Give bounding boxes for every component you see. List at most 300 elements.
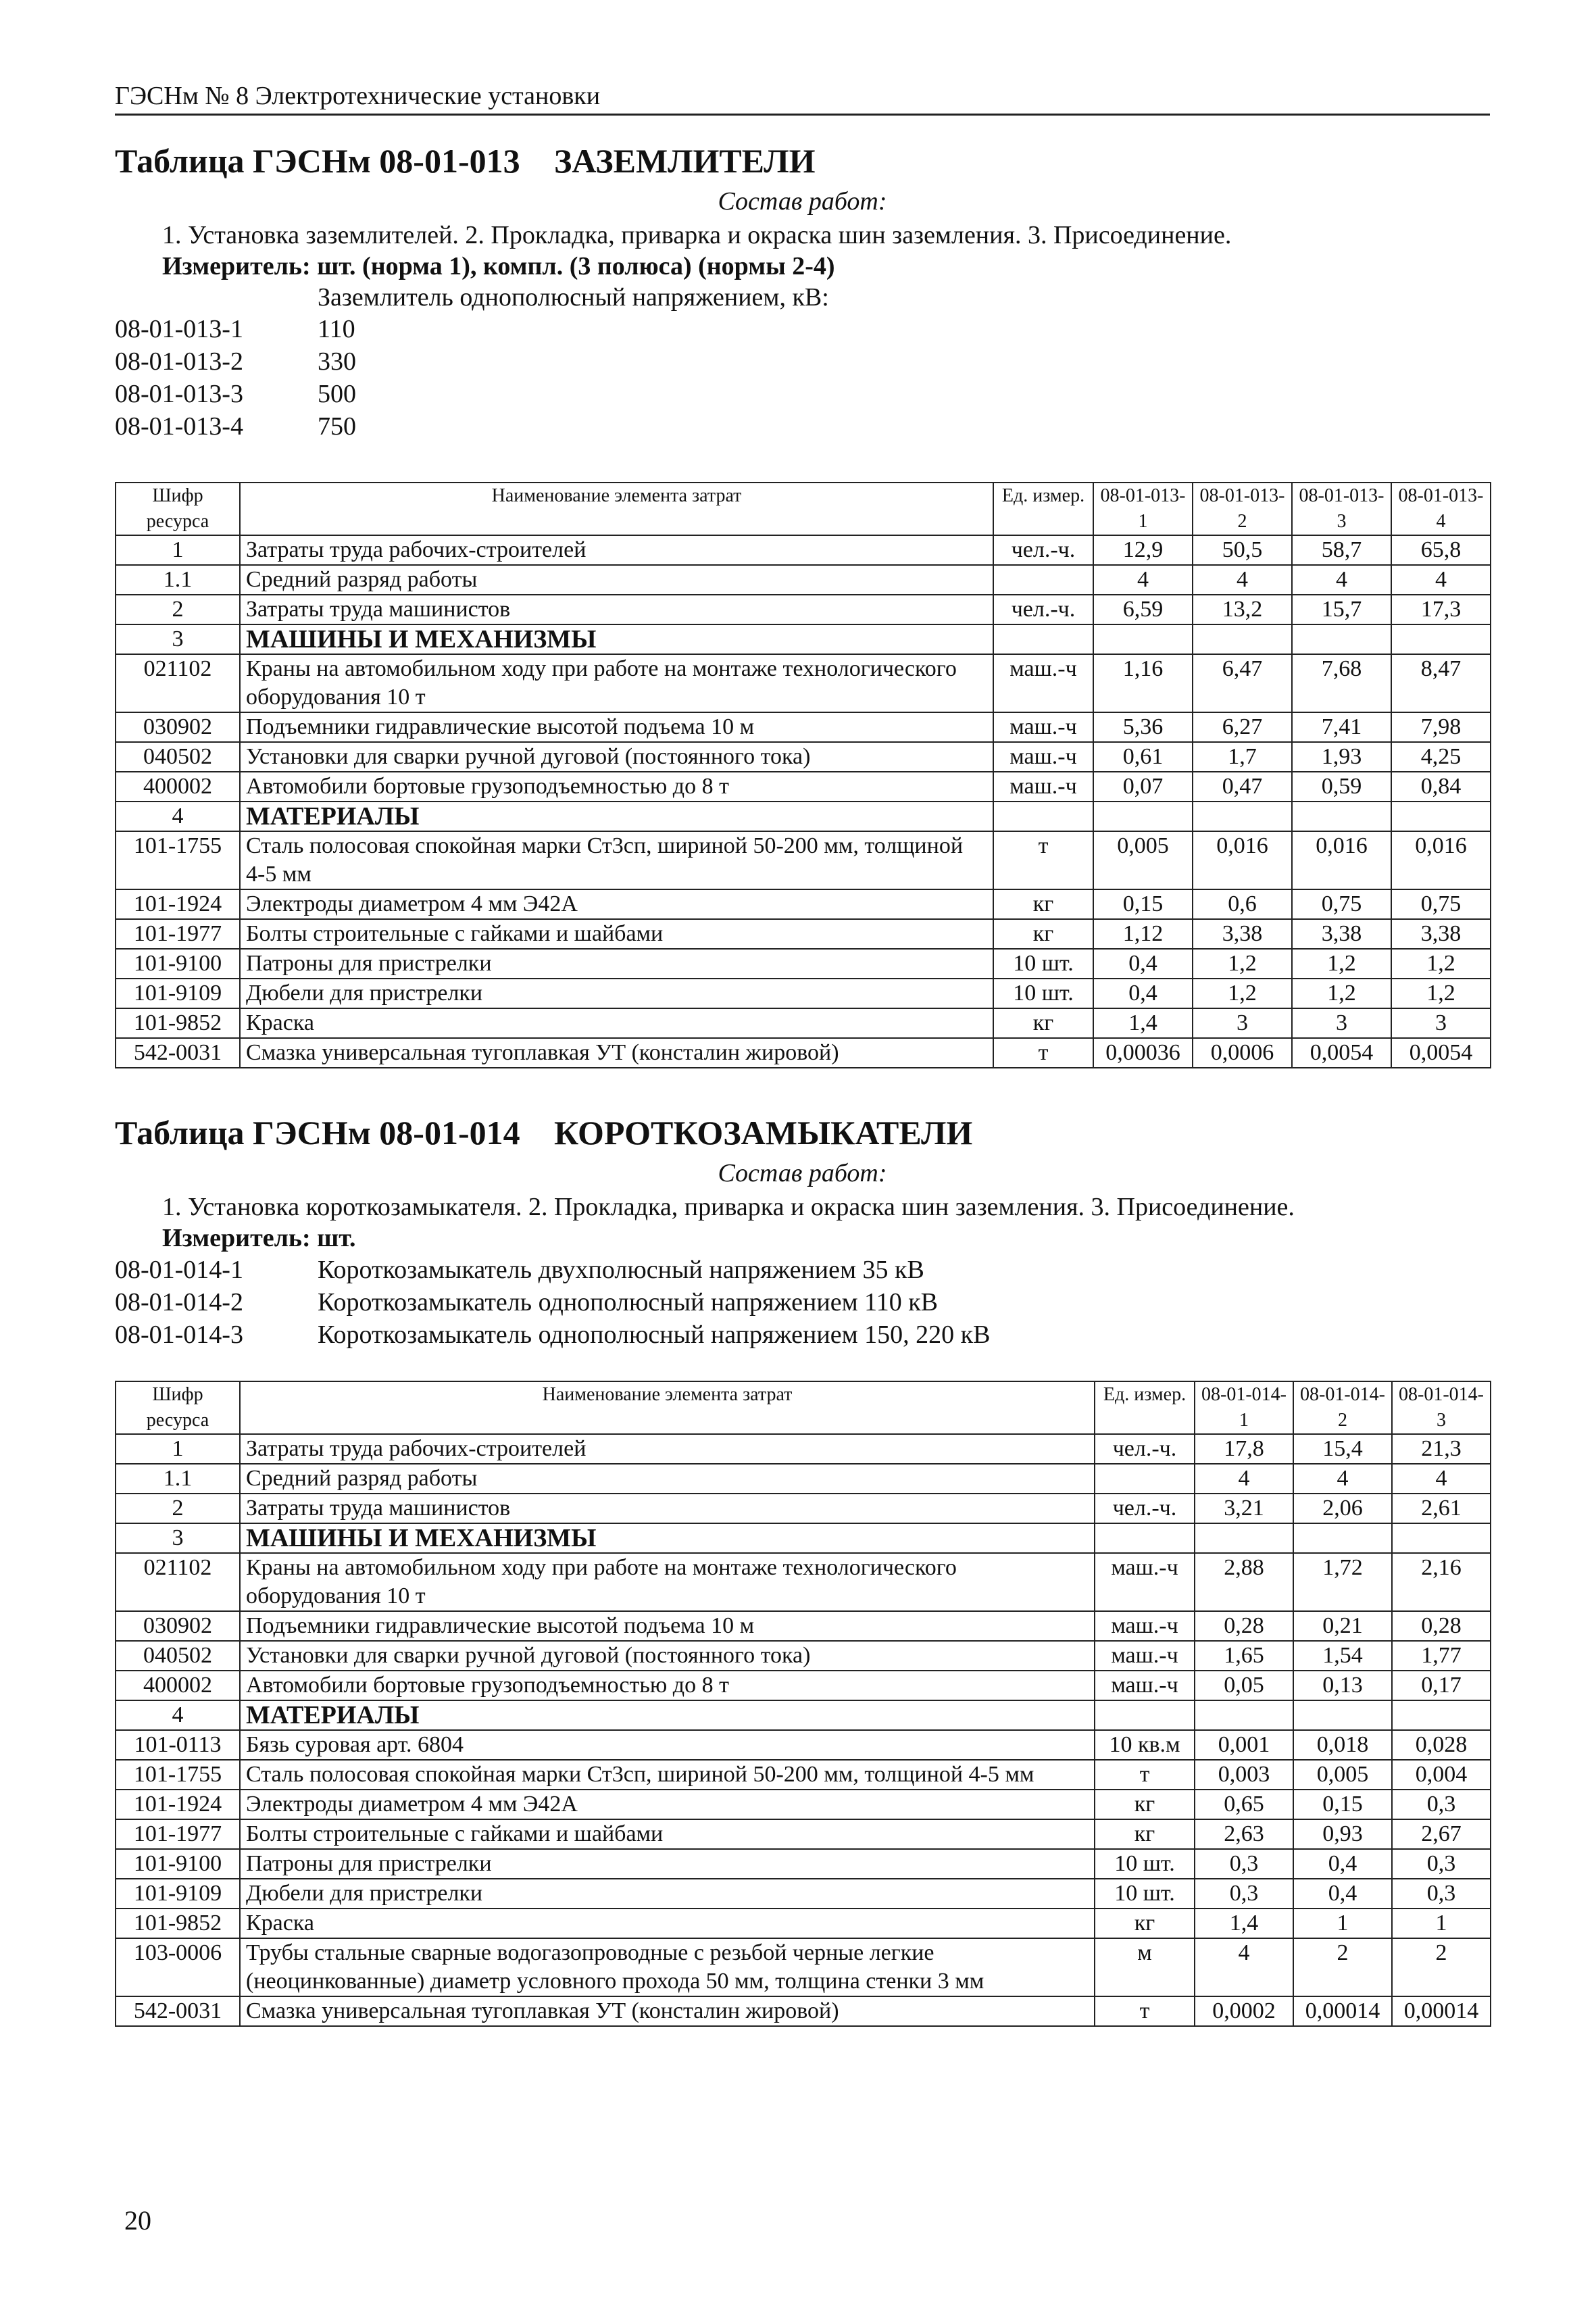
norm-value-cell: 1,4 — [1195, 1909, 1293, 1938]
table-row — [116, 1611, 1491, 1641]
table-section-row — [116, 1523, 1491, 1553]
section1-resource-table — [115, 482, 1491, 1068]
resource-name: Краска — [240, 1909, 1095, 1938]
norm-value: Короткозамыкатель однополюсный напряжением 110 кВ — [318, 1288, 939, 1316]
resource-unit: маш.-ч — [993, 772, 1093, 802]
resource-name: Средний разряд работы — [240, 565, 993, 595]
norm-value-cell: 4,25 — [1391, 742, 1491, 772]
page-number: 20 — [124, 2205, 151, 2236]
section1-title-number: Таблица ГЭСНм 08-01-013 — [115, 142, 520, 180]
norm-value-cell: 3,38 — [1292, 919, 1391, 949]
resource-code: 4 — [116, 1700, 240, 1730]
norm-code: 08-01-014-2 — [115, 1288, 243, 1316]
section1-meter: Измеритель: шт. (норма 1), компл. (3 полюса) (нормы 2-4) — [162, 252, 835, 280]
norm-value-cell: 0,0054 — [1292, 1038, 1391, 1068]
running-header: ГЭСНм № 8 Электротехнические установки — [115, 80, 1490, 116]
resource-code: 2 — [116, 595, 240, 624]
norm-row — [115, 378, 1490, 410]
norm-value-cell: 2 — [1293, 1938, 1392, 1996]
header-norm: 08-01-013-4 — [1391, 483, 1491, 535]
norm-value-cell: 0,0006 — [1193, 1038, 1292, 1068]
table-row — [116, 1553, 1491, 1611]
norm-code: 08-01-013-3 — [115, 380, 243, 408]
resource-name: Затраты труда рабочих-строителей — [240, 535, 993, 565]
resource-name: Патроны для пристрелки — [240, 949, 993, 979]
resource-unit — [1095, 1523, 1195, 1553]
norm-value-cell: 5,36 — [1093, 712, 1193, 742]
norm-value-cell: 6,47 — [1193, 654, 1292, 712]
norm-value-cell: 0,15 — [1293, 1790, 1392, 1819]
section2-works: 1. Установка короткозамыкателя. 2. Прокладка, приварка и окраска шин заземления. 3. Присоединение. — [162, 1193, 1295, 1221]
resource-code: 400002 — [116, 1671, 240, 1700]
norm-row — [115, 410, 1490, 443]
section2-meter: Измеритель: шт. — [162, 1224, 356, 1252]
table-row — [116, 712, 1491, 742]
norm-value: 750 — [318, 412, 356, 441]
norm-value-cell — [1392, 1700, 1491, 1730]
header-norm: 08-01-013-3 — [1292, 483, 1391, 535]
norm-value-cell: 1,93 — [1292, 742, 1391, 772]
norm-value-cell: 0,3 — [1392, 1879, 1491, 1909]
norm-value-cell: 8,47 — [1391, 654, 1491, 712]
norm-value-cell: 0,28 — [1195, 1611, 1293, 1641]
table-row — [116, 1938, 1491, 1996]
resource-unit: т — [1095, 1996, 1195, 2026]
norm-value-cell: 21,3 — [1392, 1434, 1491, 1464]
norm-value-cell: 4 — [1195, 1464, 1293, 1494]
resource-unit: кг — [993, 919, 1093, 949]
norm-row — [115, 1319, 1490, 1351]
table-row — [116, 1879, 1491, 1909]
section1-title — [115, 140, 1490, 182]
norm-row — [115, 345, 1490, 378]
resource-name: Бязь суровая арт. 6804 — [240, 1730, 1095, 1760]
resource-unit: чел.-ч. — [993, 535, 1093, 565]
resource-name: Смазка универсальная тугоплавкая УТ (консталин жировой) — [240, 1038, 993, 1068]
header-norm: 08-01-014-2 — [1293, 1381, 1392, 1434]
resource-unit: чел.-ч. — [1095, 1494, 1195, 1523]
section1-norms-heading: Заземлитель однополюсный напряжением, кВ: — [318, 283, 829, 312]
table-section-row — [116, 802, 1491, 831]
norm-value-cell: 4 — [1195, 1938, 1293, 1996]
resource-name: Подъемники гидравлические высотой подъема 10 м — [240, 1611, 1095, 1641]
resource-unit — [993, 624, 1093, 654]
resource-name: Электроды диаметром 4 мм Э42А — [240, 889, 993, 919]
norm-value-cell: 1,2 — [1391, 979, 1491, 1008]
resource-code: 040502 — [116, 1641, 240, 1671]
table-row — [116, 1641, 1491, 1671]
resource-name: Средний разряд работы — [240, 1464, 1095, 1494]
norm-value-cell — [1093, 802, 1193, 831]
norm-value-cell: 0,3 — [1195, 1849, 1293, 1879]
norm-value: 110 — [318, 315, 355, 343]
norm-code: 08-01-013-1 — [115, 315, 243, 343]
resource-code: 101-9100 — [116, 949, 240, 979]
norm-value-cell: 15,7 — [1292, 595, 1391, 624]
table-row — [116, 1494, 1491, 1523]
resource-unit: маш.-ч — [1095, 1553, 1195, 1611]
norm-value-cell: 1,2 — [1193, 949, 1292, 979]
resource-unit: кг — [1095, 1819, 1195, 1849]
norm-value-cell: 1,2 — [1391, 949, 1491, 979]
table-header-row — [116, 483, 1491, 535]
norm-value-cell: 12,9 — [1093, 535, 1193, 565]
table-row — [116, 979, 1491, 1008]
table-row — [116, 742, 1491, 772]
resource-code: 101-9852 — [116, 1008, 240, 1038]
norm-code: 08-01-013-4 — [115, 412, 243, 441]
norm-value-cell: 0,028 — [1392, 1730, 1491, 1760]
norm-value-cell: 1,2 — [1292, 949, 1391, 979]
norm-value-cell: 4 — [1391, 565, 1491, 595]
norm-value: 330 — [318, 347, 356, 376]
norm-value-cell — [1292, 624, 1391, 654]
resource-name: Затраты труда машинистов — [240, 595, 993, 624]
resource-name: Автомобили бортовые грузоподъемностью до 8 т — [240, 772, 993, 802]
norm-value-cell — [1392, 1523, 1491, 1553]
resource-code: 040502 — [116, 742, 240, 772]
resource-unit: 10 шт. — [993, 949, 1093, 979]
norm-value-cell: 0,13 — [1293, 1671, 1392, 1700]
resource-code: 021102 — [116, 654, 240, 712]
norm-value-cell: 65,8 — [1391, 535, 1491, 565]
norm-value-cell: 2,16 — [1392, 1553, 1491, 1611]
resource-name: Болты строительные с гайками и шайбами — [240, 919, 993, 949]
table-row — [116, 1671, 1491, 1700]
norm-value-cell: 1 — [1392, 1909, 1491, 1938]
norm-value-cell: 0,00036 — [1093, 1038, 1193, 1068]
resource-unit: 10 кв.м — [1095, 1730, 1195, 1760]
norm-value-cell: 0,21 — [1293, 1611, 1392, 1641]
header-code: Шифр ресурса — [116, 1381, 240, 1434]
norm-value-cell: 1,7 — [1193, 742, 1292, 772]
norm-value-cell: 0,07 — [1093, 772, 1193, 802]
norm-value-cell: 0,47 — [1193, 772, 1292, 802]
section2-norms-list — [115, 1254, 1490, 1351]
norm-value-cell: 3,21 — [1195, 1494, 1293, 1523]
norm-value-cell: 2,61 — [1392, 1494, 1491, 1523]
resource-code: 101-1755 — [116, 831, 240, 889]
resource-unit: 10 шт. — [1095, 1849, 1195, 1879]
resource-code: 101-1977 — [116, 919, 240, 949]
norm-value-cell: 0,28 — [1392, 1611, 1491, 1641]
header-name: Наименование элемента затрат — [240, 483, 993, 535]
resource-code: 101-9109 — [116, 1879, 240, 1909]
norm-value-cell: 2,67 — [1392, 1819, 1491, 1849]
resource-name: МАТЕРИАЛЫ — [240, 1700, 1095, 1730]
resource-code: 3 — [116, 624, 240, 654]
resource-unit: 10 шт. — [993, 979, 1093, 1008]
table-row — [116, 1849, 1491, 1879]
resource-name: МАШИНЫ И МЕХАНИЗМЫ — [240, 624, 993, 654]
document-page — [115, 80, 1490, 2027]
resource-code: 1 — [116, 535, 240, 565]
norm-value-cell: 0,59 — [1292, 772, 1391, 802]
resource-unit: чел.-ч. — [993, 595, 1093, 624]
resource-name: Подъемники гидравлические высотой подъема 10 м — [240, 712, 993, 742]
resource-code: 101-9100 — [116, 1849, 240, 1879]
norm-row — [115, 1254, 1490, 1286]
norm-value-cell: 1,4 — [1093, 1008, 1193, 1038]
header-unit: Ед. измер. — [993, 483, 1093, 535]
norm-value-cell: 3,38 — [1193, 919, 1292, 949]
norm-value-cell: 0,05 — [1195, 1671, 1293, 1700]
norm-value-cell: 7,98 — [1391, 712, 1491, 742]
norm-value-cell: 0,004 — [1392, 1760, 1491, 1790]
norm-value-cell: 0,00014 — [1293, 1996, 1392, 2026]
norm-value-cell: 0,75 — [1292, 889, 1391, 919]
resource-name: Затраты труда машинистов — [240, 1494, 1095, 1523]
norm-value-cell: 0,93 — [1293, 1819, 1392, 1849]
norm-value-cell: 0,016 — [1292, 831, 1391, 889]
norm-value-cell: 0,005 — [1093, 831, 1193, 889]
section2-resource-table — [115, 1381, 1491, 2027]
resource-code: 101-9109 — [116, 979, 240, 1008]
table-row — [116, 1819, 1491, 1849]
header-norm: 08-01-014-3 — [1392, 1381, 1491, 1434]
resource-code: 1.1 — [116, 565, 240, 595]
resource-name: Установки для сварки ручной дуговой (постоянного тока) — [240, 1641, 1095, 1671]
resource-name: Сталь полосовая спокойная марки Ст3сп, шириной 50-200 мм, толщиной 4-5 мм — [240, 831, 993, 889]
resource-code: 103-0006 — [116, 1938, 240, 1996]
resource-name: Дюбели для пристрелки — [240, 979, 993, 1008]
norm-value-cell: 7,68 — [1292, 654, 1391, 712]
norm-value-cell: 4 — [1293, 1464, 1392, 1494]
norm-value-cell — [1391, 624, 1491, 654]
resource-code: 021102 — [116, 1553, 240, 1611]
resource-name: Дюбели для пристрелки — [240, 1879, 1095, 1909]
norm-value-cell — [1195, 1523, 1293, 1553]
norm-value-cell: 6,59 — [1093, 595, 1193, 624]
table-section-row — [116, 624, 1491, 654]
resource-unit: т — [1095, 1760, 1195, 1790]
norm-value-cell — [1193, 624, 1292, 654]
norm-value-cell: 15,4 — [1293, 1434, 1392, 1464]
resource-code: 030902 — [116, 712, 240, 742]
norm-row — [115, 1286, 1490, 1319]
norm-value-cell: 0,4 — [1093, 979, 1193, 1008]
resource-name: Электроды диаметром 4 мм Э42А — [240, 1790, 1095, 1819]
norm-value-cell: 1,12 — [1093, 919, 1193, 949]
resource-code: 030902 — [116, 1611, 240, 1641]
table-row — [116, 889, 1491, 919]
norm-value-cell: 0,4 — [1293, 1879, 1392, 1909]
resource-unit: маш.-ч — [1095, 1671, 1195, 1700]
resource-name: Краны на автомобильном ходу при работе на монтаже технологического оборудования 10 т — [240, 1553, 1095, 1611]
header-name: Наименование элемента затрат — [240, 1381, 1095, 1434]
resource-name: Автомобили бортовые грузоподъемностью до 8 т — [240, 1671, 1095, 1700]
norm-value-cell: 1,2 — [1193, 979, 1292, 1008]
resource-name: Патроны для пристрелки — [240, 1849, 1095, 1879]
norm-value-cell: 50,5 — [1193, 535, 1292, 565]
norm-value-cell: 0,75 — [1391, 889, 1491, 919]
norm-value: 500 — [318, 380, 356, 408]
table-row — [116, 1996, 1491, 2026]
norm-value-cell: 3,38 — [1391, 919, 1491, 949]
resource-code: 101-1924 — [116, 889, 240, 919]
table-row — [116, 1909, 1491, 1938]
section1-subtitle: Состав работ: — [718, 187, 887, 216]
resource-unit: кг — [1095, 1790, 1195, 1819]
norm-value-cell: 0,3 — [1392, 1790, 1491, 1819]
resource-name: Смазка универсальная тугоплавкая УТ (консталин жировой) — [240, 1996, 1095, 2026]
norm-value-cell: 0,84 — [1391, 772, 1491, 802]
resource-code: 542-0031 — [116, 1038, 240, 1068]
table-row — [116, 565, 1491, 595]
section2-subtitle: Состав работ: — [718, 1159, 887, 1187]
table-section-row — [116, 1700, 1491, 1730]
header-code: Шифр ресурса — [116, 483, 240, 535]
norm-value-cell: 1,16 — [1093, 654, 1193, 712]
norm-value-cell: 4 — [1193, 565, 1292, 595]
norm-code: 08-01-014-1 — [115, 1256, 243, 1284]
section1-title-name: ЗАЗЕМЛИТЕЛИ — [554, 142, 816, 180]
norm-value-cell: 0,4 — [1093, 949, 1193, 979]
norm-value-cell — [1193, 802, 1292, 831]
table-row — [116, 1008, 1491, 1038]
norm-value-cell: 2 — [1392, 1938, 1491, 1996]
resource-unit: т — [993, 831, 1093, 889]
table-row — [116, 1730, 1491, 1760]
table-row — [116, 1038, 1491, 1068]
norm-value: Короткозамыкатель двухполюсный напряжением 35 кВ — [318, 1256, 924, 1284]
resource-unit: кг — [1095, 1909, 1195, 1938]
norm-value-cell: 0,018 — [1293, 1730, 1392, 1760]
resource-code: 101-0113 — [116, 1730, 240, 1760]
resource-unit — [993, 565, 1093, 595]
resource-unit: маш.-ч — [1095, 1611, 1195, 1641]
norm-code: 08-01-014-3 — [115, 1321, 243, 1349]
norm-value-cell — [1195, 1700, 1293, 1730]
section2-title — [115, 1112, 1490, 1154]
norm-value-cell: 0,016 — [1391, 831, 1491, 889]
norm-row — [115, 313, 1490, 345]
resource-name: МАТЕРИАЛЫ — [240, 802, 993, 831]
section2-title-name: КОРОТКОЗАМЫКАТЕЛИ — [554, 1114, 973, 1152]
table-row — [116, 949, 1491, 979]
norm-value-cell: 2,88 — [1195, 1553, 1293, 1611]
norm-value-cell: 6,27 — [1193, 712, 1292, 742]
norm-value-cell: 0,005 — [1293, 1760, 1392, 1790]
section1-norms-list — [115, 313, 1490, 443]
norm-value-cell — [1293, 1523, 1392, 1553]
table-row — [116, 535, 1491, 565]
norm-value-cell: 2,06 — [1293, 1494, 1392, 1523]
norm-value-cell: 0,17 — [1392, 1671, 1491, 1700]
resource-unit: т — [993, 1038, 1093, 1068]
resource-code: 1 — [116, 1434, 240, 1464]
norm-value-cell: 1,65 — [1195, 1641, 1293, 1671]
norm-value-cell: 0,6 — [1193, 889, 1292, 919]
resource-unit — [993, 802, 1093, 831]
norm-value-cell — [1293, 1700, 1392, 1730]
resource-code: 1.1 — [116, 1464, 240, 1494]
header-unit: Ед. измер. — [1095, 1381, 1195, 1434]
resource-name: МАШИНЫ И МЕХАНИЗМЫ — [240, 1523, 1095, 1553]
resource-unit: кг — [993, 889, 1093, 919]
norm-value-cell: 0,4 — [1293, 1849, 1392, 1879]
norm-value-cell: 17,8 — [1195, 1434, 1293, 1464]
norm-value-cell: 0,61 — [1093, 742, 1193, 772]
resource-code: 101-1924 — [116, 1790, 240, 1819]
norm-value-cell — [1391, 802, 1491, 831]
resource-unit: кг — [993, 1008, 1093, 1038]
norm-value-cell: 7,41 — [1292, 712, 1391, 742]
norm-value-cell: 3 — [1292, 1008, 1391, 1038]
resource-name: Трубы стальные сварные водогазопроводные с резьбой черные легкие (неоцинкованные) диаметр условного прохода 50 мм, толщина стенки 3 мм — [240, 1938, 1095, 1996]
table-row — [116, 1790, 1491, 1819]
resource-unit: маш.-ч — [1095, 1641, 1195, 1671]
norm-value: Короткозамыкатель однополюсный напряжением 150, 220 кВ — [318, 1321, 991, 1349]
norm-value-cell: 0,001 — [1195, 1730, 1293, 1760]
norm-value-cell: 1,77 — [1392, 1641, 1491, 1671]
norm-value-cell — [1292, 802, 1391, 831]
resource-code: 4 — [116, 802, 240, 831]
resource-code: 101-9852 — [116, 1909, 240, 1938]
resource-unit: чел.-ч. — [1095, 1434, 1195, 1464]
resource-code: 2 — [116, 1494, 240, 1523]
norm-value-cell: 0,3 — [1195, 1879, 1293, 1909]
table-row — [116, 1434, 1491, 1464]
section1-works: 1. Установка заземлителей. 2. Прокладка, приварка и окраска шин заземления. 3. Присоединение. — [162, 221, 1232, 249]
header-norm: 08-01-013-1 — [1093, 483, 1193, 535]
norm-value-cell: 0,00014 — [1392, 1996, 1491, 2026]
section2-title-number: Таблица ГЭСНм 08-01-014 — [115, 1114, 520, 1152]
norm-value-cell: 3 — [1193, 1008, 1292, 1038]
resource-unit: 10 шт. — [1095, 1879, 1195, 1909]
norm-value-cell: 0,016 — [1193, 831, 1292, 889]
norm-value-cell: 4 — [1392, 1464, 1491, 1494]
table-row — [116, 919, 1491, 949]
resource-name: Установки для сварки ручной дуговой (постоянного тока) — [240, 742, 993, 772]
resource-name: Сталь полосовая спокойная марки Ст3сп, шириной 50-200 мм, толщиной 4-5 мм — [240, 1760, 1095, 1790]
resource-unit: маш.-ч — [993, 712, 1093, 742]
table-header-row — [116, 1381, 1491, 1434]
resource-code: 3 — [116, 1523, 240, 1553]
resource-unit: маш.-ч — [993, 742, 1093, 772]
norm-code: 08-01-013-2 — [115, 347, 243, 376]
resource-code: 101-1977 — [116, 1819, 240, 1849]
norm-value-cell: 1,72 — [1293, 1553, 1392, 1611]
resource-name: Краны на автомобильном ходу при работе на монтаже технологического оборудования 10 т — [240, 654, 993, 712]
table-row — [116, 831, 1491, 889]
resource-unit: м — [1095, 1938, 1195, 1996]
norm-value-cell: 1 — [1293, 1909, 1392, 1938]
norm-value-cell: 58,7 — [1292, 535, 1391, 565]
norm-value-cell: 0,0054 — [1391, 1038, 1491, 1068]
resource-name: Затраты труда рабочих-строителей — [240, 1434, 1095, 1464]
norm-value-cell: 13,2 — [1193, 595, 1292, 624]
norm-value-cell: 3 — [1391, 1008, 1491, 1038]
table-row — [116, 1464, 1491, 1494]
norm-value-cell: 0,15 — [1093, 889, 1193, 919]
resource-unit — [1095, 1464, 1195, 1494]
norm-value-cell: 0,0002 — [1195, 1996, 1293, 2026]
norm-value-cell: 4 — [1093, 565, 1193, 595]
norm-value-cell: 2,63 — [1195, 1819, 1293, 1849]
table-row — [116, 595, 1491, 624]
norm-value-cell — [1093, 624, 1193, 654]
norm-value-cell: 0,3 — [1392, 1849, 1491, 1879]
resource-name: Болты строительные с гайками и шайбами — [240, 1819, 1095, 1849]
header-norm: 08-01-013-2 — [1193, 483, 1292, 535]
table-row — [116, 1760, 1491, 1790]
norm-value-cell: 0,65 — [1195, 1790, 1293, 1819]
resource-name: Краска — [240, 1008, 993, 1038]
header-norm: 08-01-014-1 — [1195, 1381, 1293, 1434]
resource-unit: маш.-ч — [993, 654, 1093, 712]
norm-value-cell: 0,003 — [1195, 1760, 1293, 1790]
